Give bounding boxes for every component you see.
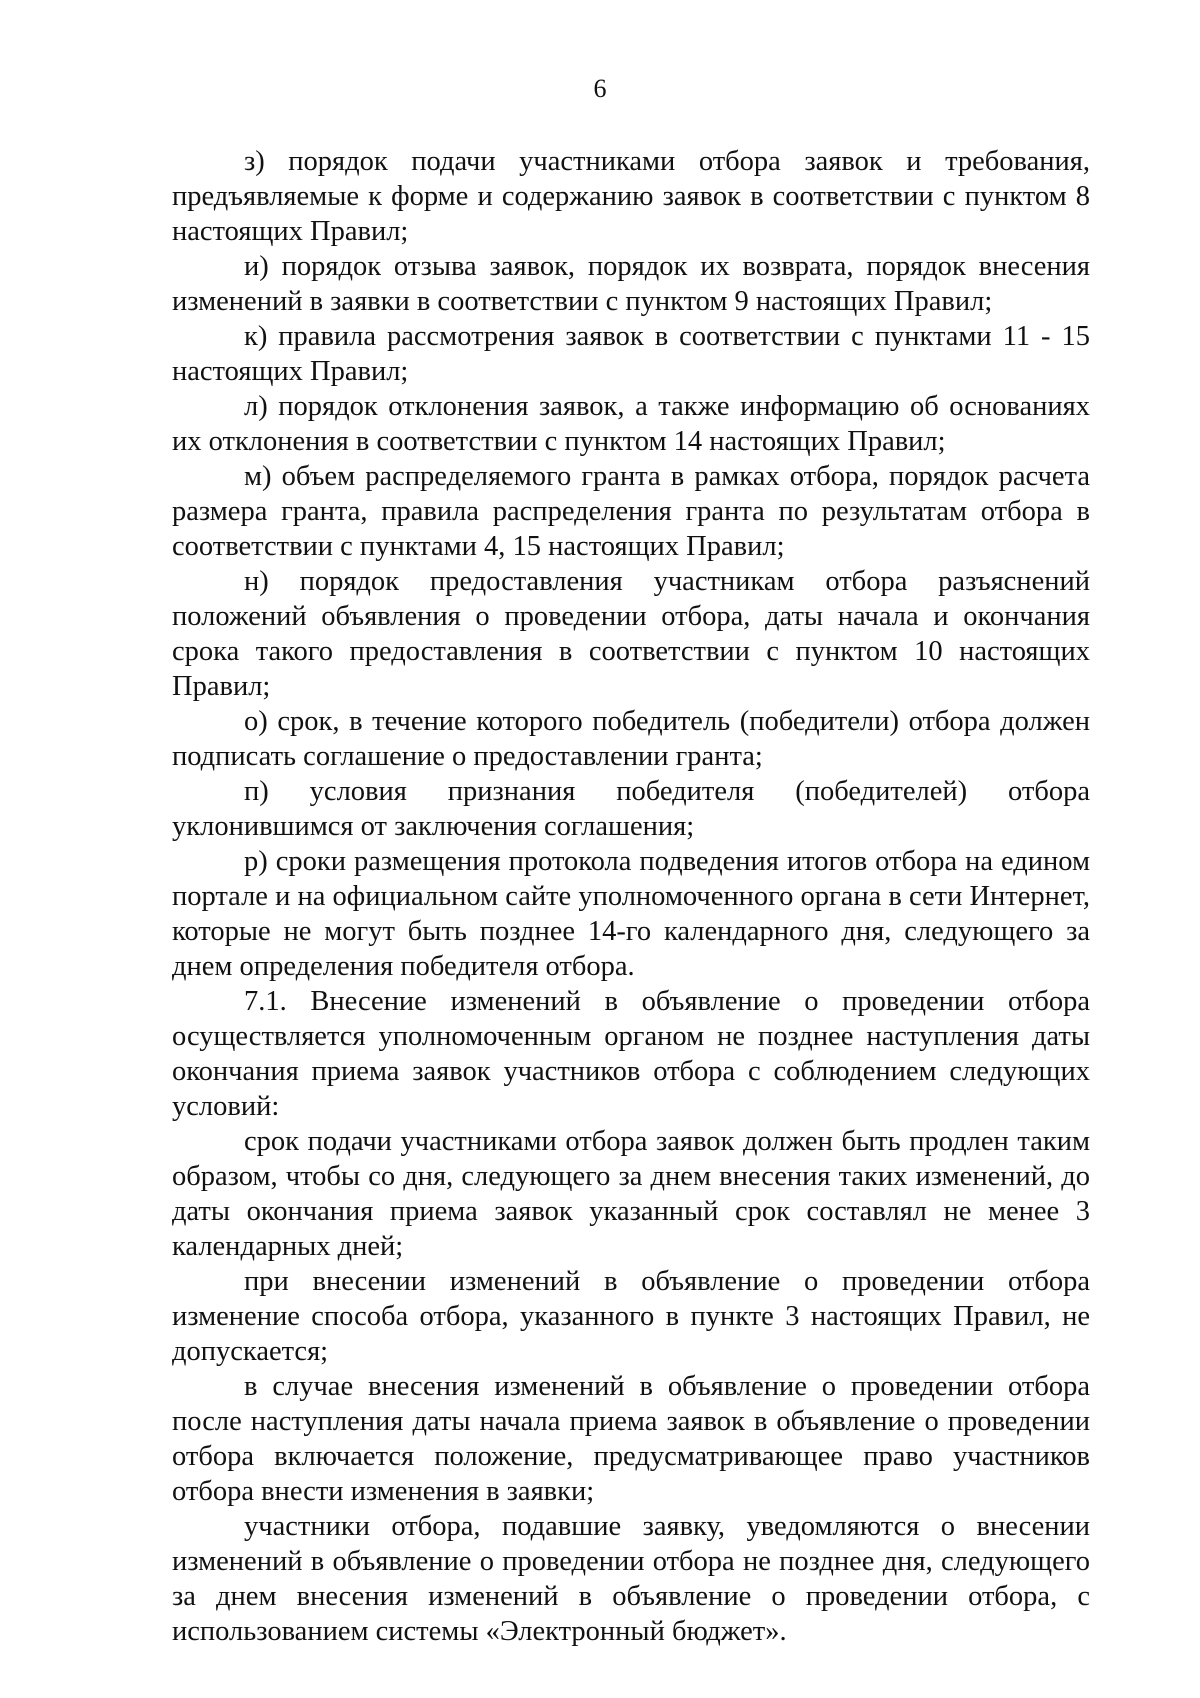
paragraph-m-grant-volume: м) объем распределяемого гранта в рамках отбора, порядок расчета размера гранта, правила распределения гранта по результатам отбора в соответствии с пунктами 4, 15 настоящих Правил; <box>172 461 1090 562</box>
paragraph-7-1-amendments: 7.1. Внесение изменений в объявление о проведении отбора осуществляется уполномоченным органом не позднее наступления даты окончания приема заявок участников отбора с соблюдением следующих условий: <box>172 986 1090 1122</box>
paragraph-i-application-withdrawal: и) порядок отзыва заявок, порядок их возврата, порядок внесения изменений в заявки в соответствии с пунктом 9 настоящих Правил; <box>172 251 1090 317</box>
paragraph-right-to-amend-applications: в случае внесения изменений в объявление о проведении отбора после наступления даты начала приема заявок в объявление о проведении отбора включается положение, предусматривающее право участников отбора внести изменения в заявки; <box>172 1371 1090 1507</box>
page-number: 6 <box>593 74 607 103</box>
paragraph-p-evasion-conditions: п) условия признания победителя (победителей) отбора уклонившимся от заключения соглашения; <box>172 776 1090 842</box>
paragraph-k-review-rules: к) правила рассмотрения заявок в соответствии с пунктами 11 - 15 настоящих Правил; <box>172 321 1090 387</box>
paragraph-n-clarifications: н) порядок предоставления участникам отбора разъяснений положений объявления о проведении отбора, даты начала и окончания срока такого предоставления в соответствии с пунктом 10 настоящих Правил; <box>172 566 1090 702</box>
paragraph-z-application-submission: з) порядок подачи участниками отбора заявок и требования, предъявляемые к форме и содержанию заявок в соответствии с пунктом 8 настоящих Правил; <box>172 146 1090 247</box>
paragraph-o-agreement-deadline: о) срок, в течение которого победитель (победители) отбора должен подписать соглашение о предоставлении гранта; <box>172 706 1090 772</box>
paragraph-l-rejection-procedure: л) порядок отклонения заявок, а также информацию об основаниях их отклонения в соответствии с пунктом 14 настоящих Правил; <box>172 391 1090 457</box>
paragraph-deadline-extension: срок подачи участниками отбора заявок должен быть продлен таким образом, чтобы со дня, следующего за днем внесения таких изменений, до даты окончания приема заявок указанный срок составлял не менее 3 календарных дней; <box>172 1126 1090 1262</box>
document-body <box>172 144 1090 1649</box>
paragraph-r-protocol-publication: р) сроки размещения протокола подведения итогов отбора на едином портале и на официальном сайте уполномоченного органа в сети Интернет, которые не могут быть позднее 14-го календарного дня, следующего за днем определения победителя отбора. <box>172 846 1090 982</box>
paragraph-participant-notification: участники отбора, подавшие заявку, уведомляются о внесении изменений в объявление о проведении отбора не позднее дня, следующего за днем внесения изменений в объявление о проведении отбора, с использованием системы «Электронный бюджет». <box>172 1511 1090 1647</box>
paragraph-method-change-prohibited: при внесении изменений в объявление о проведении отбора изменение способа отбора, указанного в пункте 3 настоящих Правил, не допускается; <box>172 1266 1090 1367</box>
